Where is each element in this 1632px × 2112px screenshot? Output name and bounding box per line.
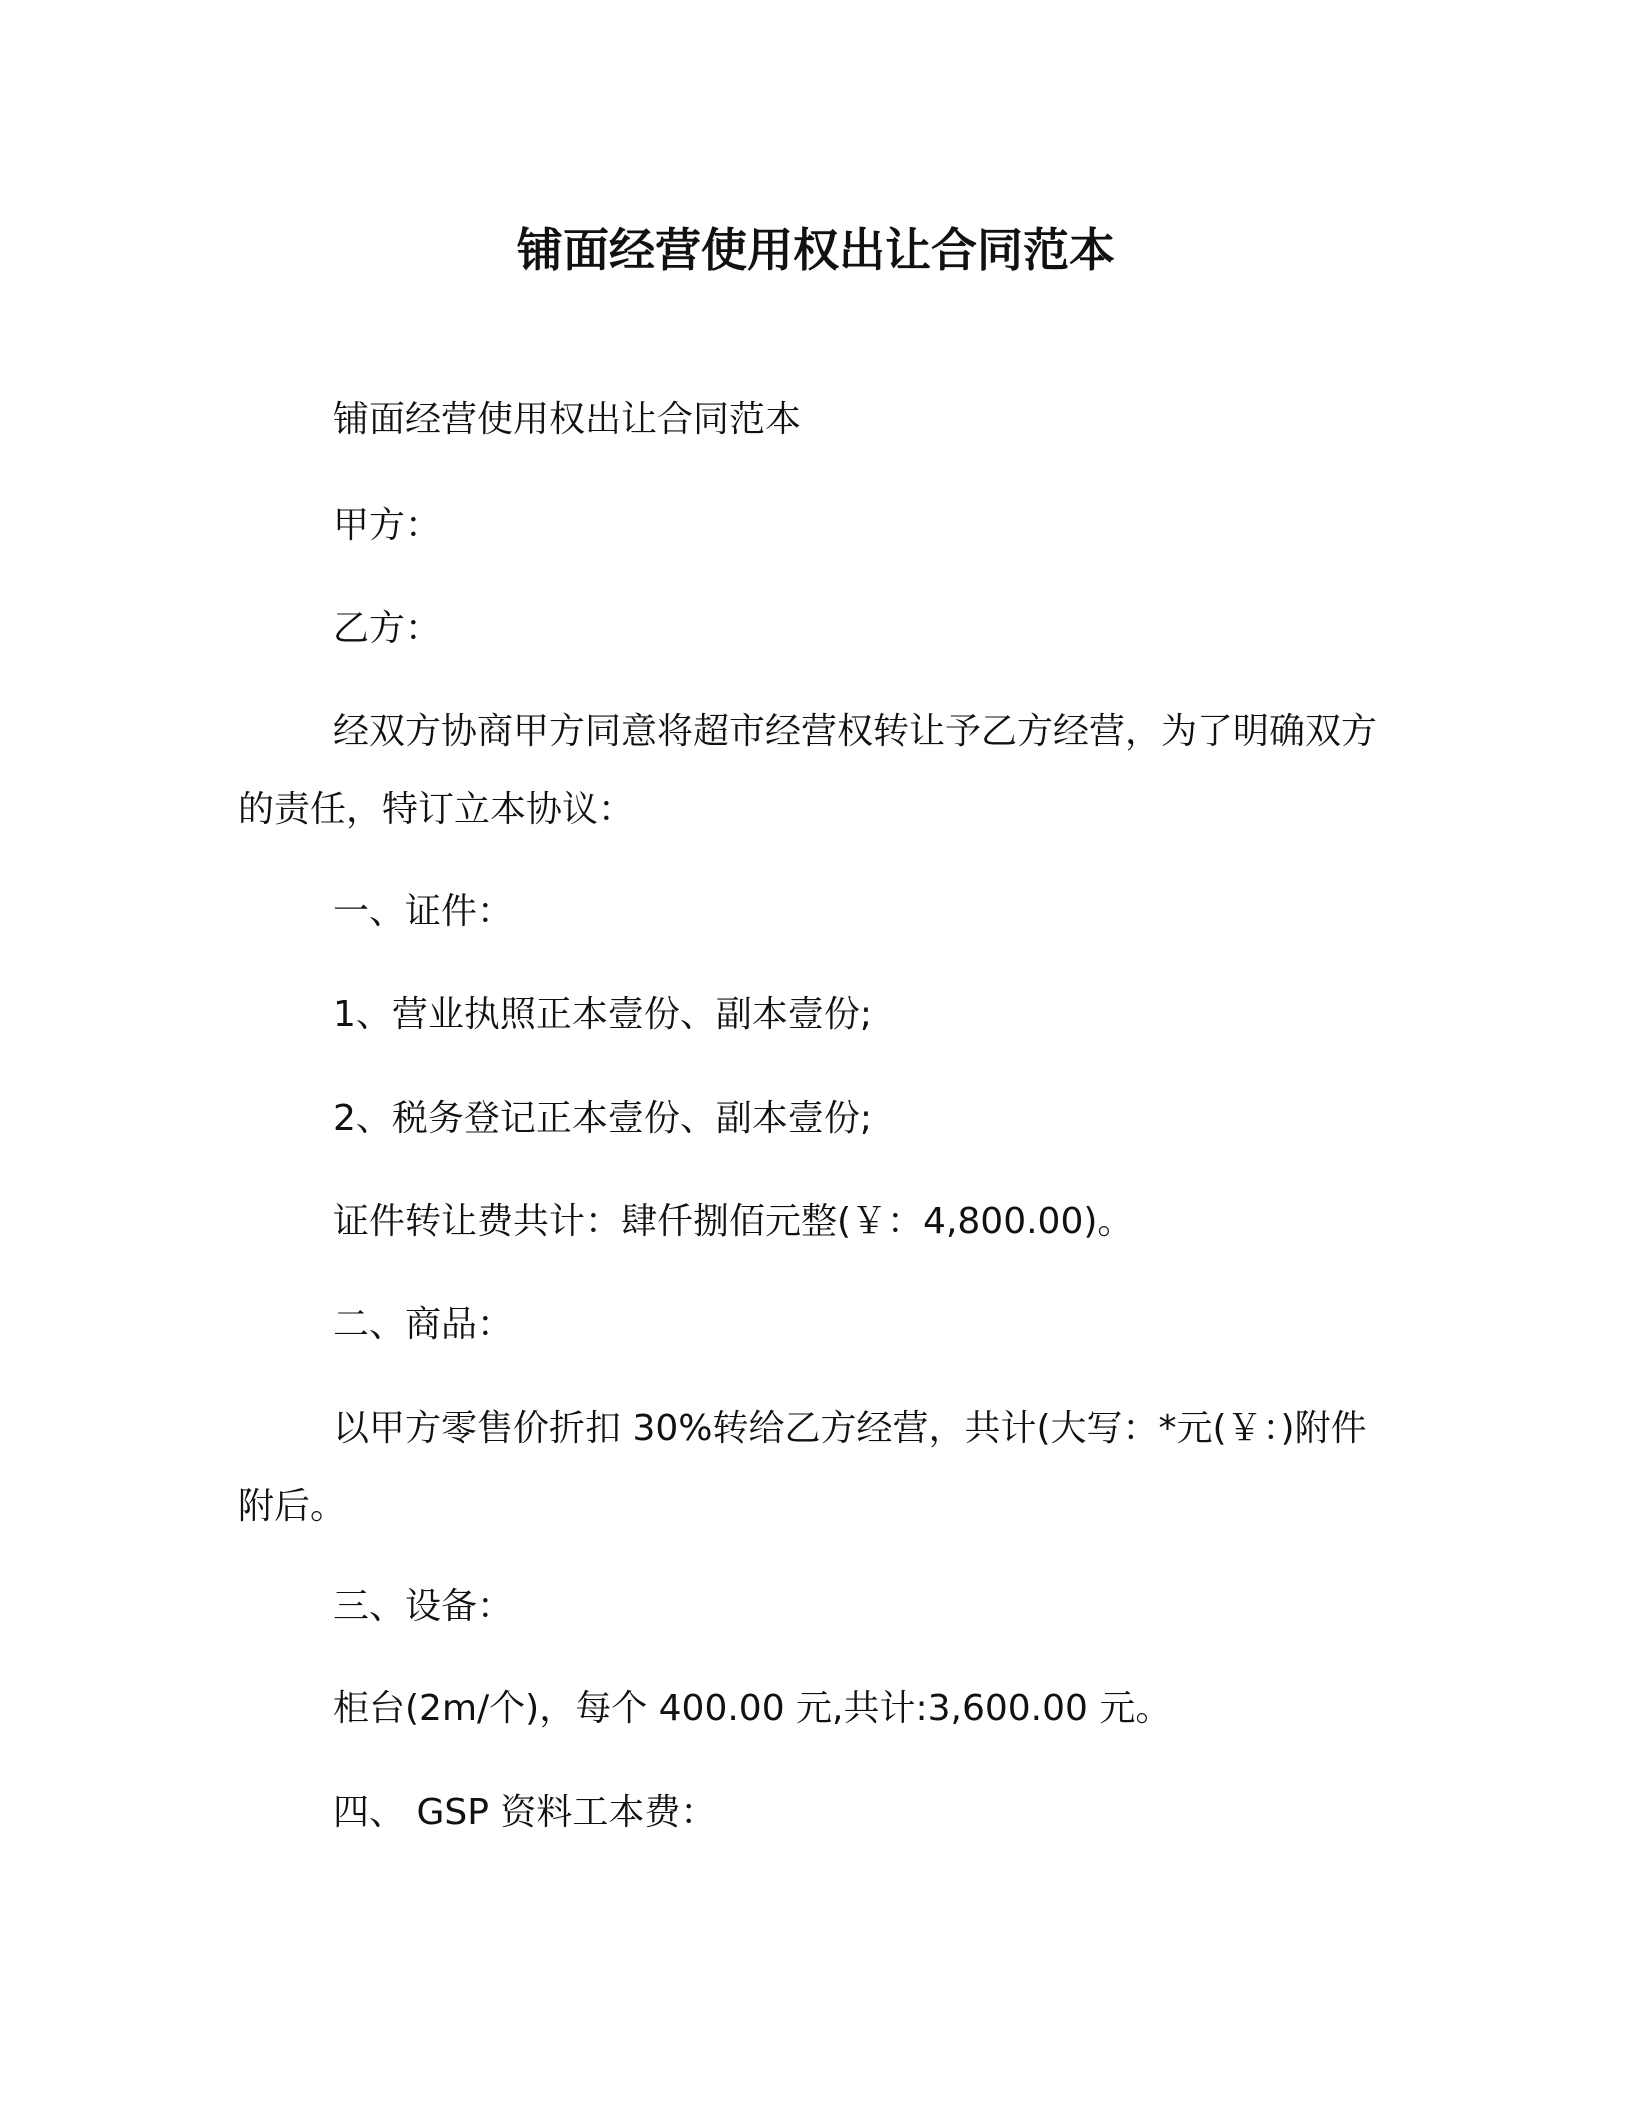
- paragraph-party-a: 甲方：: [333, 505, 442, 546]
- paragraph-certificate-fee: 证件转让费共计：肆仟捌佰元整(￥：4,800.00)。: [333, 1201, 1134, 1242]
- paragraph-subtitle: 铺面经营使用权出让合同范本: [333, 399, 802, 440]
- paragraph-section-4-heading: 四、 GSP 资料工本费：: [333, 1792, 717, 1833]
- paragraph-equipment-cost: 柜台(2m/个)，每个 400.00 元,共计:3,600.00 元。: [333, 1688, 1172, 1729]
- paragraph-item-2: 2、税务登记正本壹份、副本壹份;: [333, 1098, 873, 1139]
- paragraph-section-1-heading: 一、证件：: [333, 891, 514, 932]
- paragraph-intro: 经双方协商甲方同意将超市经营权转让予乙方经营，为了明确双方的责任，特订立本协议：: [238, 711, 1378, 830]
- paragraph-party-b: 乙方：: [333, 608, 442, 649]
- paragraph-item-1: 1、营业执照正本壹份、副本壹份;: [333, 994, 873, 1035]
- paragraph-goods-terms: 以甲方零售价折扣 30%转给乙方经营，共计(大写：*元(￥：)附件附后。: [238, 1408, 1367, 1527]
- document-title: 铺面经营使用权出让合同范本: [517, 223, 1115, 277]
- paragraph-section-3-heading: 三、设备：: [333, 1586, 514, 1627]
- paragraph-section-2-heading: 二、商品：: [333, 1304, 514, 1345]
